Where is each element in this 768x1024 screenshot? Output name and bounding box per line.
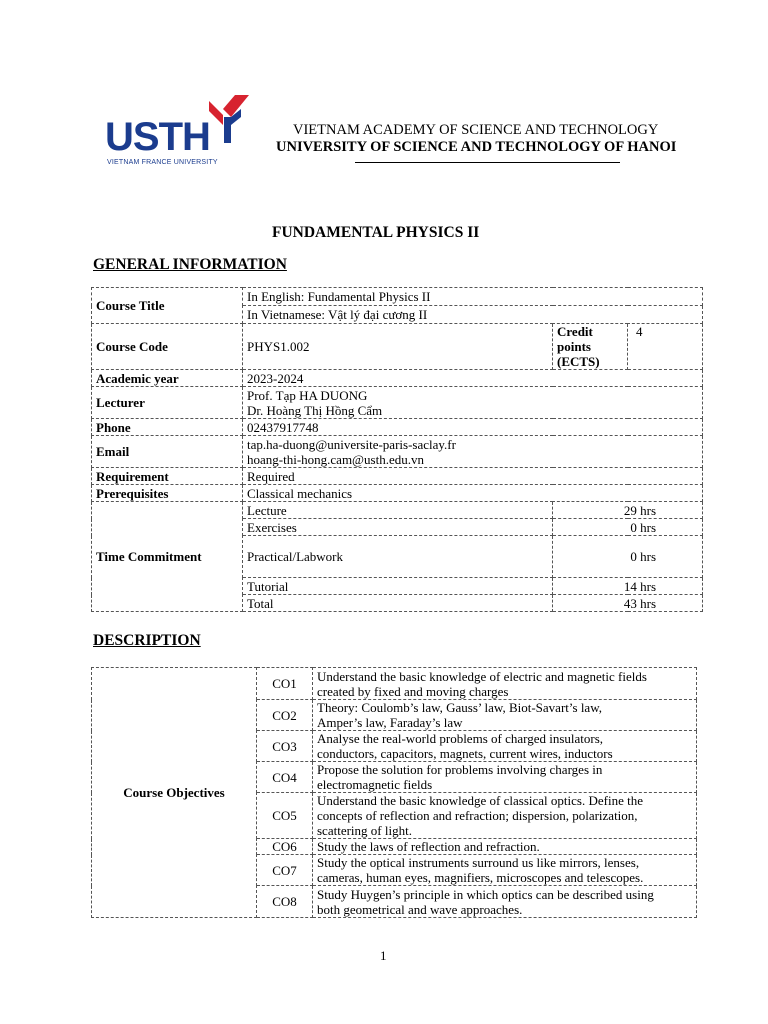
header-academy: VIETNAM ACADEMY OF SCIENCE AND TECHNOLOGY <box>293 122 659 138</box>
course-objectives-label: Course Objectives <box>92 668 257 918</box>
course-title-label: Course Title <box>92 288 243 324</box>
objective-text: Study the optical instruments surround us like mirrors, lenses, cameras, human eyes, magnifiers, microscopes and telescopes. <box>313 855 697 886</box>
credit-value: 4 <box>628 324 703 370</box>
lecturer-label: Lecturer <box>92 387 243 419</box>
logo-text: USTH <box>105 115 210 159</box>
time-item-hours: 0 hrs <box>553 536 703 578</box>
lecturer-name: Dr. Hoàng Thị Hồng Cẩm <box>247 402 383 418</box>
time-item-hours: 43 hrs <box>553 595 703 612</box>
academic-year-label: Academic year <box>92 370 243 387</box>
credit-label <box>553 324 628 370</box>
objective-code: CO4 <box>257 762 313 793</box>
lecturer-name: Prof. Tạp HA DUONG <box>247 387 368 403</box>
general-info-table <box>91 287 703 612</box>
table-row <box>92 324 703 370</box>
table-row <box>92 502 703 519</box>
email-address: tap.ha-duong@universite-paris-saclay.fr <box>247 436 456 452</box>
phone-value: 02437917748 <box>243 419 703 436</box>
section-heading-general: GENERAL INFORMATION <box>93 256 287 273</box>
email-values <box>243 436 703 468</box>
prerequisites-value: Classical mechanics <box>243 485 703 502</box>
time-item-hours: 14 hrs <box>553 578 703 595</box>
requirement-label: Requirement <box>92 468 243 485</box>
time-item-name: Lecture <box>243 502 553 519</box>
prerequisites-label: Prerequisites <box>92 485 243 502</box>
table-row <box>92 668 697 700</box>
credit-label-line: Credit <box>557 324 593 339</box>
header-university: UNIVERSITY OF SCIENCE AND TECHNOLOGY OF HANOI <box>276 139 677 155</box>
credit-label-line: (ECTS) <box>557 354 600 369</box>
course-code-label: Course Code <box>92 324 243 370</box>
usth-logo <box>105 95 255 173</box>
course-objectives-table <box>91 667 697 918</box>
table-row <box>92 468 703 485</box>
objective-code: CO8 <box>257 886 313 918</box>
table-row <box>92 436 703 468</box>
objective-text: Propose the solution for problems involving charges in electromagnetic fields <box>313 762 697 793</box>
course-title-en: In English: Fundamental Physics II <box>243 288 703 306</box>
objective-text: Understand the basic knowledge of classical optics. Define the concepts of reflection and refraction; dispersion, polarization, scattering of light. <box>313 793 697 839</box>
logo-mark-icon <box>209 95 253 145</box>
objective-text: Understand the basic knowledge of electric and magnetic fields created by fixed and moving charges <box>313 668 697 700</box>
lecturer-names <box>243 387 703 419</box>
time-item-name: Practical/Labwork <box>243 536 553 578</box>
email-label: Email <box>92 436 243 468</box>
credit-label-line: points <box>557 339 591 354</box>
section-heading-description: DESCRIPTION <box>93 632 201 649</box>
objective-code: CO6 <box>257 839 313 855</box>
document-title: FUNDAMENTAL PHYSICS II <box>272 224 480 241</box>
objective-code: CO2 <box>257 700 313 731</box>
email-address: hoang-thi-hong.cam@usth.edu.vn <box>247 451 424 467</box>
table-row <box>92 387 703 419</box>
objective-code: CO1 <box>257 668 313 700</box>
table-row <box>92 288 703 306</box>
page-number: 1 <box>380 948 387 963</box>
time-commitment-label: Time Commitment <box>92 502 243 612</box>
objective-code: CO7 <box>257 855 313 886</box>
objective-text: Study Huygen’s principle in which optics can be described using both geometrical and wave approaches. <box>313 886 697 918</box>
objective-text: Theory: Coulomb’s law, Gauss’ law, Biot-Savart’s law, Amper’s law, Faraday’s law <box>313 700 697 731</box>
objective-code: CO3 <box>257 731 313 762</box>
objective-text: Analyse the real-world problems of charged insulators, conductors, capacitors, magnets, current wires, inductors <box>313 731 697 762</box>
course-code: PHYS1.002 <box>243 324 553 370</box>
course-title-vi: In Vietnamese: Vật lý đại cương II <box>243 306 703 324</box>
table-row <box>92 370 703 387</box>
time-item-hours: 0 hrs <box>553 519 703 536</box>
objective-code: CO5 <box>257 793 313 839</box>
requirement-value: Required <box>243 468 703 485</box>
time-item-name: Tutorial <box>243 578 553 595</box>
table-row <box>92 419 703 436</box>
logo-subtitle: VIETNAM FRANCE UNIVERSITY <box>107 159 218 166</box>
academic-year: 2023-2024 <box>243 370 703 387</box>
time-item-name: Total <box>243 595 553 612</box>
table-row <box>92 485 703 502</box>
time-item-hours: 29 hrs <box>553 502 703 519</box>
objective-text: Study the laws of reflection and refraction. <box>313 839 697 855</box>
time-item-name: Exercises <box>243 519 553 536</box>
phone-label: Phone <box>92 419 243 436</box>
header-divider <box>355 162 620 163</box>
